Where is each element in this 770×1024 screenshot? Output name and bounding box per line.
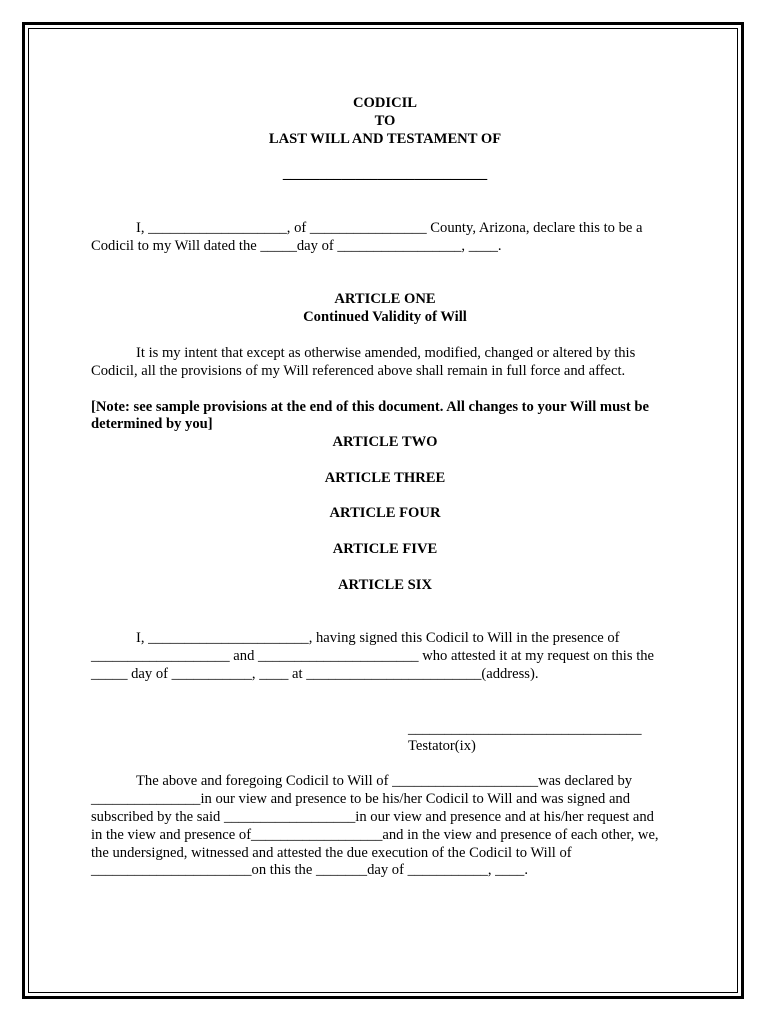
witness-line-2: _______________in our view and presence to be his/her Codicil to Will and was signed and — [91, 791, 631, 807]
article-four-heading: ARTICLE FOUR — [329, 505, 441, 521]
article-one-line-1: It is my intent that except as otherwise amended, modified, changed or altered by this — [136, 345, 636, 361]
article-one-heading: ARTICLE ONE — [334, 291, 436, 307]
note-line-1: [Note: see sample provisions at the end of this document. All changes to your Will must be — [91, 399, 649, 415]
title-codicil: CODICIL — [352, 95, 418, 111]
witness-line-5: the undersigned, witnessed and attested the due execution of the Codicil to Will of — [91, 845, 572, 861]
note-line-2: determined by you] — [91, 416, 213, 432]
attestation-line-1: I, ______________________, having signed this Codicil to Will in the presence of — [136, 630, 620, 646]
intro-line-1: I, ___________________, of ________________ County, Arizona, declare this to be a — [136, 220, 643, 236]
intro-line-2: Codicil to my Will dated the _____day of _________________, ____. — [91, 238, 502, 254]
article-two-heading: ARTICLE TWO — [332, 434, 438, 450]
article-three-heading: ARTICLE THREE — [324, 470, 446, 486]
title-to: TO — [374, 113, 396, 129]
attestation-line-3: _____ day of ___________, ____ at ________________________(address). — [91, 666, 539, 682]
witness-line-4: in the view and presence of__________________and in the view and presence of each other, we, — [91, 827, 659, 843]
attestation-line-2: ___________________ and ______________________ who attested it at my request on this the — [91, 648, 655, 664]
witness-line-1: The above and foregoing Codicil to Will of ____________________was declared by — [136, 773, 633, 789]
title-last-will: LAST WILL AND TESTAMENT OF — [268, 131, 502, 147]
article-six-heading: ARTICLE SIX — [338, 577, 432, 593]
witness-line-6: ______________________on this the _______day of ___________, ____. — [91, 862, 528, 878]
article-five-heading: ARTICLE FIVE — [332, 541, 438, 557]
testator-label: Testator(ix) — [408, 738, 476, 754]
article-one-subheading: Continued Validity of Will — [303, 309, 467, 325]
witness-line-3: subscribed by the said __________________in our view and presence and at his/her request and — [91, 809, 654, 825]
testator-name-blank: ____________________________ — [282, 166, 488, 182]
article-one-line-2: Codicil, all the provisions of my Will referenced above shall remain in full force and affect. — [91, 363, 626, 379]
testator-signature-line: ________________________________ — [408, 721, 642, 737]
